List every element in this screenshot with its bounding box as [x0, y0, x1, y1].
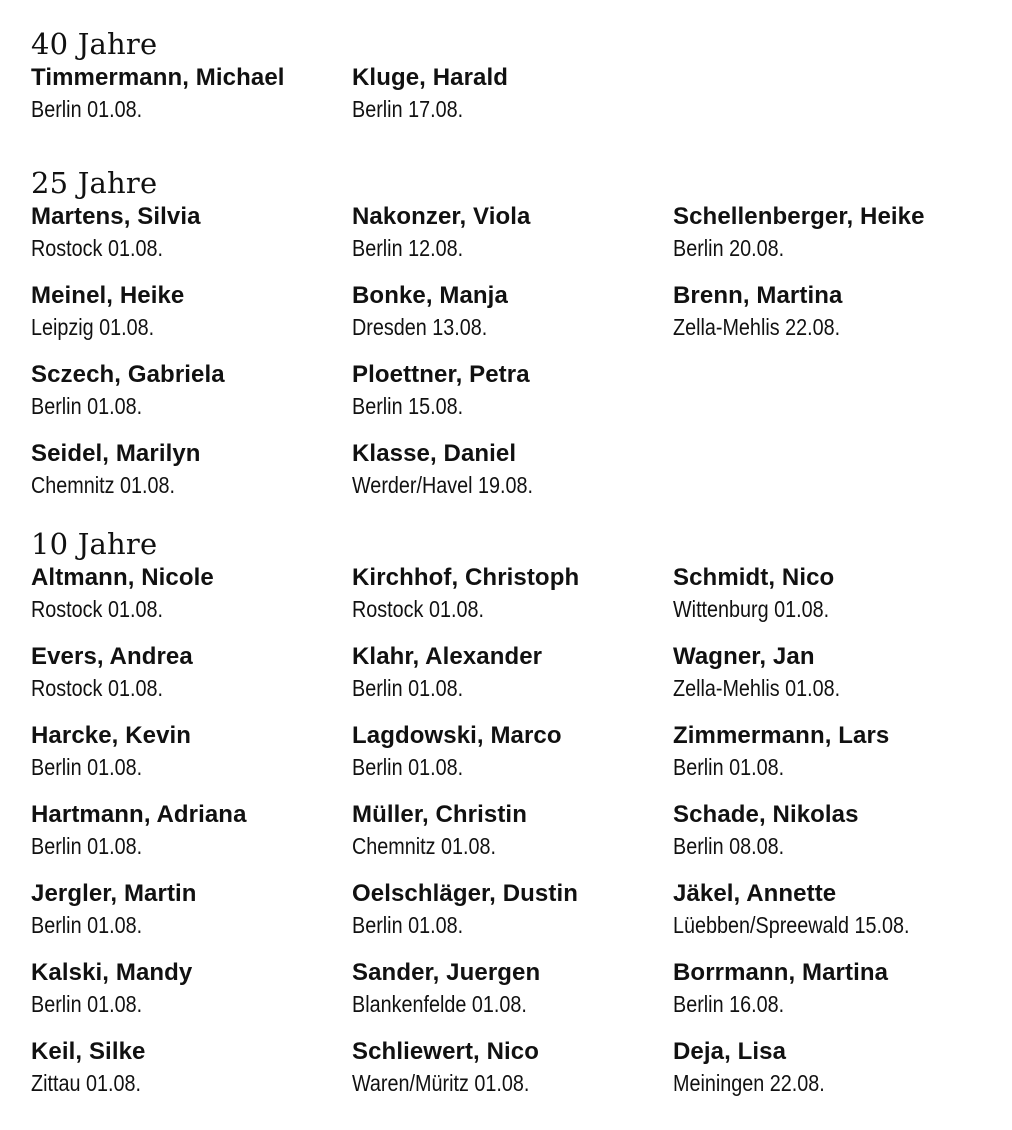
jubilee-entry — [352, 1037, 672, 1099]
jubilee-entry — [673, 721, 993, 783]
location-date: Rostock 01.08. — [31, 675, 163, 701]
jubilee-entry — [673, 800, 993, 862]
person-name: Jergler, Martin — [31, 880, 197, 907]
jubilee-entry — [673, 642, 993, 704]
person-name: Klahr, Alexander — [352, 643, 543, 670]
jubilee-entry — [31, 360, 351, 422]
location-date: Berlin 01.08. — [352, 912, 464, 938]
location-date: Rostock 01.08. — [31, 596, 163, 622]
jubilee-entry — [673, 879, 993, 941]
location-date: Zittau 01.08. — [31, 1070, 141, 1096]
location-date: Chemnitz 01.08. — [31, 472, 176, 498]
location-date: Rostock 01.08. — [31, 235, 163, 261]
location-date: Berlin 01.08. — [673, 754, 785, 780]
person-name: Schliewert, Nico — [352, 1038, 539, 1065]
location-date: Lüebben/Spreewald 15.08. — [673, 912, 910, 938]
location-date: Berlin 15.08. — [352, 393, 464, 419]
location-date: Berlin 01.08. — [31, 912, 143, 938]
location-date: Berlin 20.08. — [673, 235, 785, 261]
location-date: Wittenburg 01.08. — [673, 596, 830, 622]
jubilee-entry — [31, 721, 351, 783]
location-date: Berlin 01.08. — [31, 754, 143, 780]
location-date: Zella-Mehlis 22.08. — [673, 314, 841, 340]
jubilee-entry — [673, 281, 993, 343]
person-name: Schellenberger, Heike — [673, 203, 925, 230]
person-name: Oelschläger, Dustin — [352, 880, 578, 907]
jubilee-entry — [352, 202, 672, 264]
jubilee-entry — [673, 1037, 993, 1099]
jubilee-entry — [31, 1037, 351, 1099]
location-date: Blankenfelde 01.08. — [352, 991, 527, 1017]
location-date: Berlin 01.08. — [31, 96, 143, 122]
person-name: Keil, Silke — [31, 1038, 146, 1065]
section-40-jahre — [31, 27, 991, 122]
jubilee-entry — [31, 439, 351, 501]
jubilee-entry — [31, 281, 351, 343]
jubilee-entry — [352, 800, 672, 862]
location-date: Chemnitz 01.08. — [352, 833, 497, 859]
person-name: Schade, Nikolas — [673, 801, 859, 828]
location-date: Meiningen 22.08. — [673, 1070, 825, 1096]
jubilee-entry — [31, 800, 351, 862]
section-title: 25 Jahre — [31, 166, 158, 200]
section-25-jahre — [31, 166, 991, 498]
location-date: Leipzig 01.08. — [31, 314, 155, 340]
person-name: Brenn, Martina — [673, 282, 843, 309]
jubilee-entry — [352, 439, 672, 501]
location-date: Berlin 01.08. — [31, 833, 143, 859]
jubilee-entry — [352, 360, 672, 422]
jubilee-entry — [31, 642, 351, 704]
jubilee-entry — [31, 958, 351, 1020]
person-name: Nakonzer, Viola — [352, 203, 531, 230]
jubilee-entry — [352, 958, 672, 1020]
jubilee-entry — [352, 563, 672, 625]
jubilee-entry — [352, 63, 672, 125]
person-name: Klasse, Daniel — [352, 440, 517, 467]
person-name: Seidel, Marilyn — [31, 440, 201, 467]
person-name: Zimmermann, Lars — [673, 722, 890, 749]
person-name: Harcke, Kevin — [31, 722, 192, 749]
person-name: Lagdowski, Marco — [352, 722, 562, 749]
location-date: Berlin 08.08. — [673, 833, 785, 859]
jubilee-entry — [31, 202, 351, 264]
jubilee-entry — [673, 958, 993, 1020]
person-name: Kluge, Harald — [352, 64, 508, 91]
person-name: Altmann, Nicole — [31, 564, 214, 591]
person-name: Kirchhof, Christoph — [352, 564, 580, 591]
location-date: Berlin 01.08. — [352, 754, 464, 780]
location-date: Zella-Mehlis 01.08. — [673, 675, 841, 701]
jubilee-entry — [352, 281, 672, 343]
person-name: Bonke, Manja — [352, 282, 508, 309]
jubilee-entry — [673, 202, 993, 264]
location-date: Berlin 01.08. — [352, 675, 464, 701]
location-date: Berlin 12.08. — [352, 235, 464, 261]
jubilee-entry — [673, 563, 993, 625]
jubilee-entry — [31, 63, 351, 125]
person-name: Sczech, Gabriela — [31, 361, 225, 388]
person-name: Jäkel, Annette — [673, 880, 837, 907]
person-name: Schmidt, Nico — [673, 564, 835, 591]
jubilee-entry — [31, 879, 351, 941]
person-name: Hartmann, Adriana — [31, 801, 247, 828]
person-name: Wagner, Jan — [673, 643, 815, 670]
person-name: Ploettner, Petra — [352, 361, 530, 388]
person-name: Meinel, Heike — [31, 282, 185, 309]
jubilee-entry — [31, 563, 351, 625]
person-name: Martens, Silvia — [31, 203, 201, 230]
location-date: Berlin 01.08. — [31, 393, 143, 419]
location-date: Berlin 01.08. — [31, 991, 143, 1017]
person-name: Timmermann, Michael — [31, 64, 285, 91]
location-date: Dresden 13.08. — [352, 314, 488, 340]
person-name: Borrmann, Martina — [673, 959, 889, 986]
jubilee-entry — [352, 642, 672, 704]
person-name: Kalski, Mandy — [31, 959, 193, 986]
section-10-jahre — [31, 527, 991, 1096]
person-name: Deja, Lisa — [673, 1038, 787, 1065]
section-title: 10 Jahre — [31, 527, 158, 561]
jubilee-entry — [352, 879, 672, 941]
jubilee-entry — [352, 721, 672, 783]
location-date: Berlin 17.08. — [352, 96, 464, 122]
location-date: Berlin 16.08. — [673, 991, 785, 1017]
person-name: Müller, Christin — [352, 801, 527, 828]
location-date: Werder/Havel 19.08. — [352, 472, 534, 498]
section-title: 40 Jahre — [31, 27, 158, 61]
location-date: Waren/Müritz 01.08. — [352, 1070, 530, 1096]
person-name: Evers, Andrea — [31, 643, 193, 670]
location-date: Rostock 01.08. — [352, 596, 484, 622]
person-name: Sander, Juergen — [352, 959, 541, 986]
